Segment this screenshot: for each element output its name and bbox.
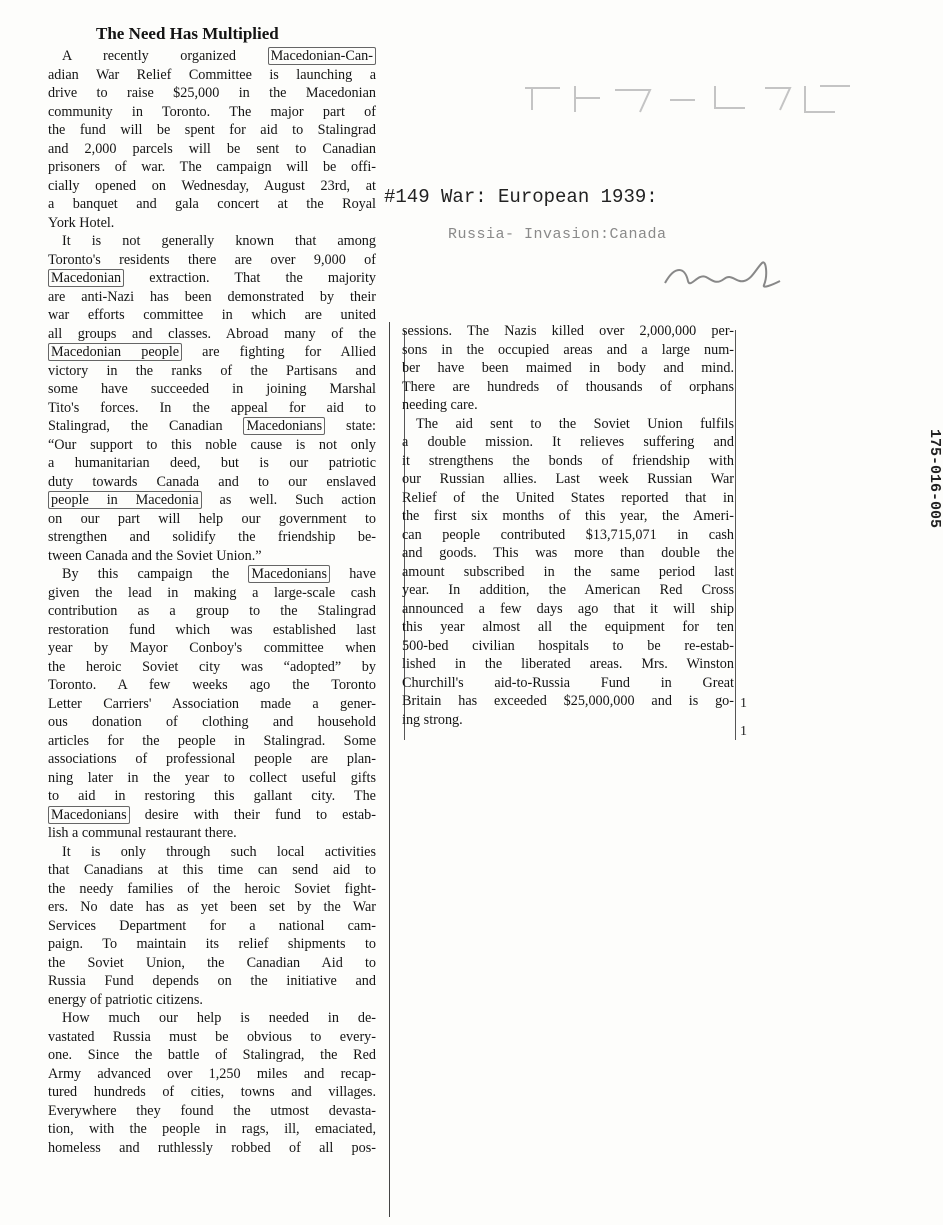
text-run: and 2,000 parcels will be sent to Canadian — [48, 140, 376, 157]
article-headline: The Need Has Multiplied — [96, 24, 279, 43]
document-id-vertical: 175-016-005 — [926, 428, 943, 529]
text-run: a double mission. It relieves suffering and — [402, 434, 734, 450]
text-run: sons in the occupied areas and a large num- — [402, 341, 734, 358]
text-run: associations of professional people are plan- — [48, 751, 376, 767]
text-line — [48, 158, 376, 177]
text-run: cially opened on Wednesday, August 23rd, at — [48, 177, 376, 194]
text-line — [48, 1028, 376, 1047]
text-line — [48, 824, 376, 843]
text-run: articles for the people in Stalingrad. Some — [48, 732, 376, 749]
text-run: Relief of the United States reported that in — [402, 489, 734, 506]
text-line — [48, 306, 376, 325]
text-line — [48, 972, 376, 991]
text-run: year. In addition, the American Red Cross — [402, 582, 734, 598]
handwritten-signature — [660, 255, 790, 295]
text-run: adian War Relief Committee is launching a — [48, 66, 376, 83]
text-line — [48, 658, 376, 677]
text-run: victory in the ranks of the Partisans and — [48, 362, 376, 379]
text-run: Army advanced over 1,250 miles and recap- — [48, 1065, 376, 1082]
text-run: have — [330, 566, 376, 582]
text-line — [402, 692, 734, 711]
text-run: Russia Fund depends on the initiative and — [48, 973, 376, 989]
text-line — [48, 843, 376, 862]
text-run: as well. Such action — [201, 492, 376, 508]
text-run: A recently organized — [62, 48, 268, 64]
text-line — [48, 473, 376, 492]
text-line — [48, 1139, 376, 1158]
text-run: contribution as a group to the Stalingrad — [48, 603, 376, 619]
text-line — [48, 1083, 376, 1102]
text-line — [402, 674, 734, 693]
text-run: prisoners of war. The campaign will be offi- — [48, 159, 376, 175]
text-run: ing strong. — [402, 711, 463, 728]
text-line — [402, 637, 734, 656]
text-run: York Hotel. — [48, 214, 115, 231]
text-line — [48, 66, 376, 85]
text-line — [48, 787, 376, 806]
text-line — [48, 399, 376, 418]
highlighted-term: Macedonian people — [48, 343, 182, 361]
text-line — [48, 177, 376, 196]
highlighted-term: Macedonians — [243, 417, 325, 435]
text-run: this year almost all the equipment for ten — [402, 619, 734, 635]
text-run: on our part will help our government to — [48, 510, 376, 527]
text-line — [402, 341, 734, 360]
text-run: The aid sent to the Soviet Union fulfils — [416, 415, 734, 432]
text-run: tween Canada and the Soviet Union.” — [48, 547, 262, 564]
text-line — [402, 563, 734, 582]
text-run: to aid in restoring this gallant city. The — [48, 788, 376, 804]
text-line — [48, 621, 376, 640]
text-line — [402, 507, 734, 526]
text-line — [48, 251, 376, 270]
text-line — [48, 732, 376, 751]
text-line — [48, 917, 376, 936]
text-line — [48, 195, 376, 214]
text-line — [402, 470, 734, 489]
text-run: It is only through such local activities — [62, 843, 376, 860]
subject-heading: Russia- Invasion:Canada — [448, 226, 667, 243]
clipping-border-right — [735, 330, 736, 740]
text-line — [402, 396, 734, 415]
text-line — [48, 380, 376, 399]
text-run: drive to raise $25,000 in the Macedonian — [48, 85, 376, 101]
text-run: a humanitarian deed, but is our patriotic — [48, 455, 376, 471]
text-line — [48, 880, 376, 899]
text-run: Toronto's residents there are over 9,000 of — [48, 251, 376, 268]
text-run: duty towards Canada and to our enslaved — [48, 473, 376, 490]
text-run: can people contributed $13,715,071 in cash — [402, 526, 734, 543]
text-run: the needy families of the heroic Soviet fight- — [48, 880, 376, 897]
text-line — [48, 232, 376, 251]
column-1-text — [48, 47, 376, 1157]
text-line — [48, 639, 376, 658]
text-run: the Soviet Union, the Canadian Aid to — [48, 954, 376, 971]
text-run: restoration fund which was established last — [48, 621, 376, 638]
text-line — [402, 489, 734, 508]
text-run: 500-bed civilian hospitals to be re-estab- — [402, 637, 734, 654]
text-line — [48, 584, 376, 603]
text-line — [402, 415, 734, 434]
text-run: needing care. — [402, 397, 478, 413]
text-line — [48, 47, 376, 66]
text-line — [48, 861, 376, 880]
text-run: strengthen and solidify the friendship be- — [48, 529, 376, 545]
text-line — [402, 433, 734, 452]
text-line — [402, 544, 734, 563]
column-divider — [389, 322, 390, 1217]
text-line — [48, 454, 376, 473]
text-run: extraction. That the majority — [124, 270, 376, 286]
text-run: announced a few days ago that it will ship — [402, 600, 734, 617]
column-2-text — [402, 322, 734, 729]
text-run: the first six months of this year, the Ameri- — [402, 508, 734, 524]
text-run: Everywhere they found the utmost devasta- — [48, 1102, 376, 1119]
text-line — [48, 695, 376, 714]
text-run: it strengthens the bonds of friendship with — [402, 452, 734, 469]
text-run: some have succeeded in joining Marshal — [48, 381, 376, 397]
text-line — [48, 547, 376, 566]
highlighted-term: Macedonian — [48, 269, 124, 287]
text-line — [48, 954, 376, 973]
faint-stamp-mark — [520, 78, 865, 118]
text-run: “Our support to this noble cause is not only — [48, 436, 376, 453]
text-run: ers. No date has as yet been set by the War — [48, 899, 376, 915]
text-run: vastated Russia must be obvious to every- — [48, 1028, 376, 1045]
text-line — [48, 935, 376, 954]
text-run: It is not generally known that among — [62, 233, 376, 249]
text-line — [402, 655, 734, 674]
text-line — [48, 713, 376, 732]
text-line — [48, 602, 376, 621]
text-line — [48, 991, 376, 1010]
text-run: desire with their fund to estab- — [129, 806, 376, 823]
text-run: Tito's forces. In the appeal for aid to — [48, 399, 376, 416]
text-run: Stalingrad, the Canadian — [48, 418, 244, 434]
text-line — [48, 528, 376, 547]
text-run: Services Department for a national cam- — [48, 917, 376, 934]
text-run: How much our help is needed in de- — [62, 1010, 376, 1026]
text-line — [402, 452, 734, 471]
text-run: lish a communal restaurant there. — [48, 825, 237, 841]
article-column-2 — [402, 322, 734, 729]
highlighted-term: Macedonians — [248, 565, 330, 583]
text-run: ous donation of clothing and household — [48, 714, 376, 730]
text-line — [48, 121, 376, 140]
text-run: Letter Carriers' Association made a gener- — [48, 695, 376, 712]
text-line — [48, 343, 376, 362]
text-run: tion, with the people in rags, ill, emaciated, — [48, 1121, 376, 1137]
text-line — [402, 322, 734, 341]
text-run: community in Toronto. The major part of — [48, 103, 376, 120]
text-line — [48, 1009, 376, 1028]
text-run: There are hundreds of thousands of orphans — [402, 378, 734, 395]
text-run: Britain has exceeded $25,000,000 and is go- — [402, 693, 734, 709]
text-run: lished in the liberated areas. Mrs. Winston — [402, 656, 734, 672]
text-line — [48, 214, 376, 233]
text-line — [48, 510, 376, 529]
text-line — [48, 140, 376, 159]
text-run: Churchill's aid-to-Russia Fund in Great — [402, 674, 734, 691]
text-run: that Canadians at this time can send aid to — [48, 862, 376, 878]
text-line — [402, 711, 734, 730]
text-run: the fund will be spent for aid to Stalingrad — [48, 122, 376, 138]
text-line — [402, 378, 734, 397]
text-run: and goods. This was more than double the — [402, 545, 734, 561]
highlighted-term: Macedonian-Can- — [268, 47, 376, 65]
text-run: ber have been maimed in body and mind. — [402, 360, 734, 376]
text-run: homeless and ruthlessly robbed of all pos- — [48, 1139, 376, 1156]
text-run: given the lead in making a large-scale cash — [48, 584, 376, 601]
text-run: ning later in the year to collect useful gifts — [48, 769, 376, 786]
text-run: year by Mayor Conboy's committee when — [48, 640, 376, 656]
text-line — [48, 362, 376, 381]
text-line — [48, 84, 376, 103]
text-run: war efforts committee in which are united — [48, 307, 376, 323]
text-line — [48, 103, 376, 122]
margin-mark: 1 — [740, 724, 747, 739]
text-run: energy of patriotic citizens. — [48, 991, 203, 1008]
text-line — [48, 676, 376, 695]
text-line — [48, 750, 376, 769]
text-line — [48, 269, 376, 288]
text-line — [48, 1046, 376, 1065]
text-line — [48, 1120, 376, 1139]
text-line — [48, 806, 376, 825]
text-line — [402, 618, 734, 637]
highlighted-term: people in Macedonia — [48, 491, 202, 509]
text-run: amount subscribed in the same period last — [402, 563, 734, 580]
text-line — [48, 898, 376, 917]
text-line — [48, 769, 376, 788]
text-line — [48, 491, 376, 510]
text-run: sessions. The Nazis killed over 2,000,000 per- — [402, 323, 734, 339]
catalog-heading: #149 War: European 1939: — [384, 186, 658, 208]
text-run: are anti-Nazi has been demonstrated by their — [48, 288, 376, 305]
text-line — [48, 1065, 376, 1084]
text-run: all groups and classes. Abroad many of the — [48, 325, 376, 342]
text-line — [402, 600, 734, 619]
text-run: state: — [325, 418, 376, 434]
text-run: our Russian allies. Last week Russian War — [402, 471, 734, 487]
text-line — [48, 325, 376, 344]
text-line — [48, 417, 376, 436]
text-line — [402, 359, 734, 378]
text-line — [48, 1102, 376, 1121]
text-run: are fighting for Allied — [182, 344, 377, 360]
text-run: Toronto. A few weeks ago the Toronto — [48, 677, 376, 693]
text-run: tured hundreds of cities, towns and villages. — [48, 1084, 376, 1100]
text-run: a banquet and gala concert at the Royal — [48, 196, 376, 212]
text-run: paign. To maintain its relief shipments to — [48, 936, 376, 952]
margin-mark: 1 — [740, 696, 747, 711]
text-line — [48, 436, 376, 455]
margin-marks — [740, 690, 747, 746]
text-line — [402, 526, 734, 545]
text-run: the heroic Soviet city was “adopted” by — [48, 658, 376, 675]
text-run: By this campaign the — [62, 566, 249, 582]
text-line — [402, 581, 734, 600]
highlighted-term: Macedonians — [48, 806, 130, 824]
text-line — [48, 288, 376, 307]
text-run: one. Since the battle of Stalingrad, the Red — [48, 1047, 376, 1063]
article-column-1 — [48, 24, 376, 1157]
text-line — [48, 565, 376, 584]
